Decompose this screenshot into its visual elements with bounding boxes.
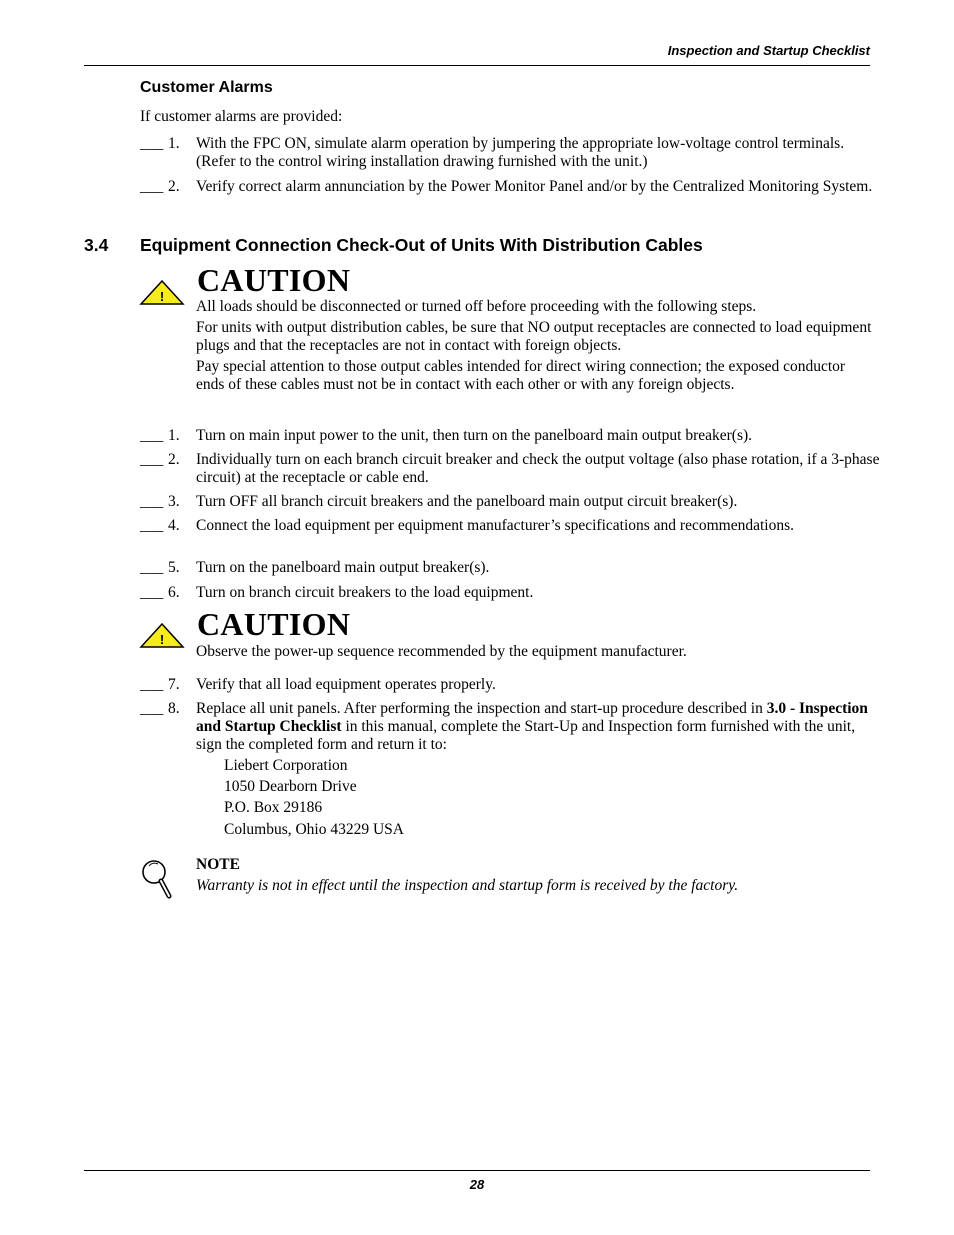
step-number: 1. <box>168 427 180 444</box>
list-item <box>140 517 880 535</box>
list-item <box>140 451 880 487</box>
running-head: Inspection and Startup Checklist <box>667 43 870 58</box>
step-text-before: Replace all unit panels. After performing the inspection and start-up procedure described in <box>196 700 767 717</box>
address-line: Columbus, Ohio 43229 USA <box>224 821 404 838</box>
step-number: 5. <box>168 559 180 576</box>
list-item <box>140 493 880 511</box>
svg-text:!: ! <box>159 289 165 304</box>
step-text: Turn on main input power to the unit, then turn on the panelboard main output breaker(s). <box>196 427 753 444</box>
caution-title: CAUTION <box>197 262 351 298</box>
step-text: Turn OFF all branch circuit breakers and the panelboard main output circuit breaker(s). <box>196 493 738 510</box>
footer-rule <box>84 1170 870 1171</box>
caution-paragraph: All loads should be disconnected or turned off before proceeding with the following steps. <box>196 298 757 315</box>
list-item <box>140 178 880 196</box>
step-number: 7. <box>168 676 180 693</box>
list-item <box>140 559 880 577</box>
step-text: Turn on the panelboard main output breaker(s). <box>196 559 490 576</box>
step-text: Individually turn on each branch circuit breaker and check the output voltage (also phase rotation, if a 3-phase circuit) at the receptacle or cable end. <box>196 451 880 486</box>
step-number: 2. <box>168 178 180 195</box>
customer-alarms-heading: Customer Alarms <box>140 79 273 96</box>
list-item <box>140 427 880 445</box>
checkbox-blank: ___ <box>140 676 164 693</box>
step-number: 1. <box>168 135 180 152</box>
checkbox-blank: ___ <box>140 427 164 444</box>
step-number: 2. <box>168 451 180 468</box>
step-text: Verify that all load equipment operates properly. <box>196 676 496 693</box>
step-number: 6. <box>168 584 180 601</box>
svg-text:!: ! <box>159 632 165 647</box>
warning-triangle-icon <box>139 622 185 655</box>
list-item <box>140 135 880 171</box>
warning-triangle-icon <box>139 279 185 312</box>
caution-paragraph: For units with output distribution cables, be sure that NO output receptacles are connected to load equipment plugs and that the receptacles are not in contact with foreign objects. <box>196 319 872 354</box>
page-number: 28 <box>469 1177 485 1192</box>
checkbox-blank: ___ <box>140 517 164 534</box>
step-number: 8. <box>168 700 180 717</box>
customer-alarms-intro: If customer alarms are provided: <box>140 108 343 125</box>
step-number: 4. <box>168 517 180 534</box>
caution-paragraph: Pay special attention to those output cables intended for direct wiring connection; the exposed conductor ends of these cables must not be in contact with each other or with any foreign objects. <box>196 358 846 393</box>
checkbox-blank: ___ <box>140 178 164 195</box>
step-text: With the FPC ON, simulate alarm operation by jumpering the appropriate low-voltage control terminals. (Refer to the control wiring installation drawing furnished with the unit.) <box>196 135 845 170</box>
list-item <box>140 584 880 602</box>
step-text: Turn on branch circuit breakers to the load equipment. <box>196 584 534 601</box>
caution-title: CAUTION <box>197 606 351 642</box>
list-item <box>140 676 880 694</box>
step-text-after: in this manual, complete the Start-Up and Inspection form furnished with the unit, sign the completed form and return it to: <box>196 718 856 753</box>
address-line: P.O. Box 29186 <box>224 799 323 816</box>
step-text: Connect the load equipment per equipment manufacturer’s specifications and recommendations. <box>196 517 794 534</box>
checkbox-blank: ___ <box>140 700 164 717</box>
checkbox-blank: ___ <box>140 559 164 576</box>
section-title: Equipment Connection Check-Out of Units With Distribution Cables <box>140 235 703 255</box>
address-line: 1050 Dearborn Drive <box>224 778 357 795</box>
checkbox-blank: ___ <box>140 451 164 468</box>
step-text: Verify correct alarm annunciation by the Power Monitor Panel and/or by the Centralized Monitoring System. <box>196 178 873 195</box>
note-label: NOTE <box>196 856 240 873</box>
checkbox-blank: ___ <box>140 584 164 601</box>
checkbox-blank: ___ <box>140 135 164 152</box>
address-line: Liebert Corporation <box>224 757 348 774</box>
checkbox-blank: ___ <box>140 493 164 510</box>
caution-paragraph: Observe the power-up sequence recommended by the equipment manufacturer. <box>196 643 687 660</box>
note-text: Warranty is not in effect until the inspection and startup form is received by the factory. <box>196 877 739 894</box>
magnifier-icon <box>139 858 175 905</box>
list-item <box>140 700 880 754</box>
header-rule <box>84 65 870 66</box>
step-number: 3. <box>168 493 180 510</box>
step-text <box>196 700 880 754</box>
section-number: 3.4 <box>84 235 109 255</box>
cross-reference: 3.0 - Inspection and Startup Checklist <box>196 700 868 735</box>
